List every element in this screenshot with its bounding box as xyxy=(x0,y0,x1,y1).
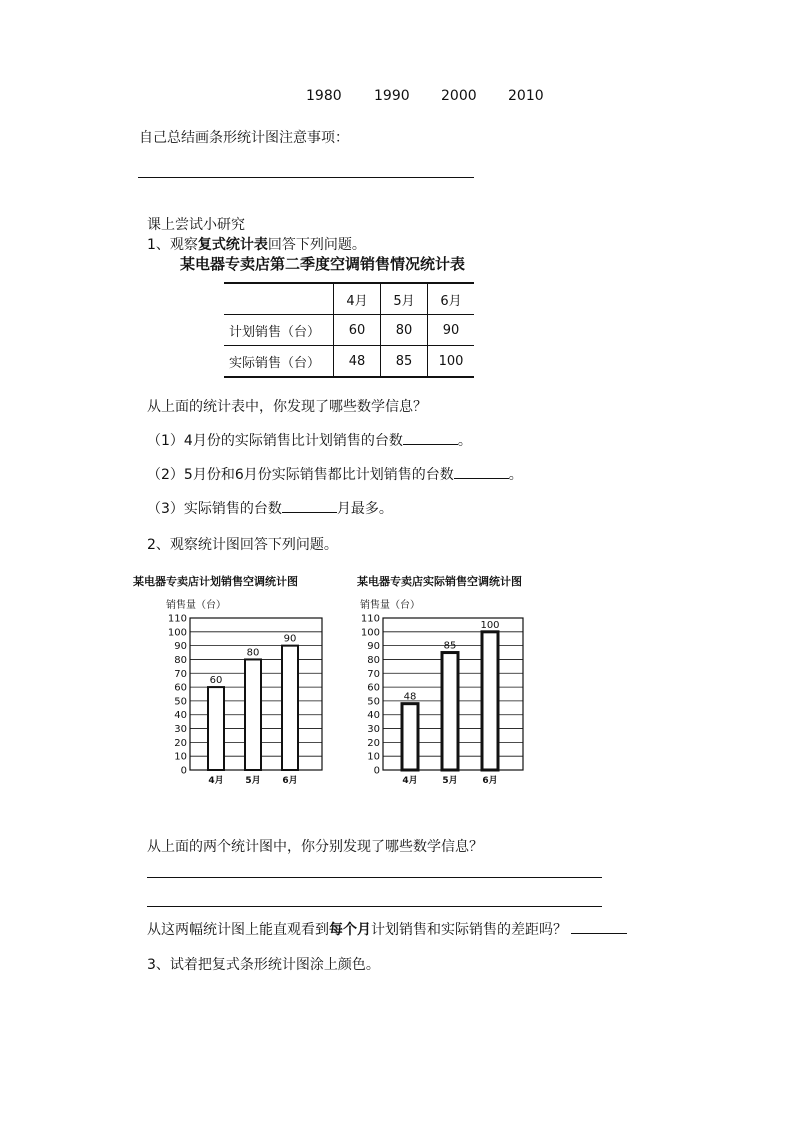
table-row xyxy=(224,315,474,346)
table-cell: 85 xyxy=(381,346,428,378)
y-tick-label: 30 xyxy=(174,724,187,736)
q1-sub-2 xyxy=(147,464,523,484)
x-tick-label: 4月 xyxy=(208,776,224,786)
q1-intro xyxy=(147,234,366,254)
y-tick-label: 100 xyxy=(167,627,187,639)
year-label: 2010 xyxy=(508,88,544,104)
diff-bold: 每个月 xyxy=(329,922,371,938)
bar xyxy=(208,687,224,770)
y-tick-label: 60 xyxy=(174,682,187,694)
data-label: 80 xyxy=(246,647,260,659)
table-cell: 80 xyxy=(381,315,428,346)
answer-line[interactable] xyxy=(147,877,602,878)
q2-question: 从上面的两个统计图中，你分别发现了哪些数学信息？ xyxy=(147,839,483,855)
sub-text: （2）5月份和6月份实际销售都比计划销售的台数 xyxy=(147,467,454,483)
table-header: 4月 xyxy=(334,283,381,315)
diff-text: 计划销售和实际销售的差距吗？ xyxy=(371,922,567,938)
answer-line[interactable] xyxy=(138,177,474,178)
data-label: 60 xyxy=(209,675,223,687)
sub-text: 。 xyxy=(457,433,472,449)
sub-text: 。 xyxy=(508,467,523,483)
q1-sub-1 xyxy=(147,430,472,450)
sales-table xyxy=(224,282,474,378)
y-tick-label: 20 xyxy=(174,737,187,749)
x-tick-label: 5月 xyxy=(245,776,261,786)
x-tick-label: 6月 xyxy=(482,776,498,786)
y-tick-label: 50 xyxy=(367,696,380,708)
bar xyxy=(245,659,261,770)
table-header: 6月 xyxy=(428,283,475,315)
data-label: 48 xyxy=(403,691,417,703)
summary-prompt: 自己总结画条形统计图注意事项： xyxy=(139,130,349,146)
row-label: 计划销售（台） xyxy=(224,315,334,346)
q2-intro: 2、观察统计图回答下列问题。 xyxy=(147,537,338,553)
q1-intro-prefix: 1、观察 xyxy=(147,237,198,253)
y-tick-label: 60 xyxy=(367,682,380,694)
blank-line[interactable] xyxy=(282,500,337,513)
y-tick-label: 20 xyxy=(367,737,380,749)
y-tick-label: 30 xyxy=(367,724,380,736)
y-tick-label: 70 xyxy=(367,668,380,680)
y-tick-label: 100 xyxy=(360,627,380,639)
x-tick-label: 5月 xyxy=(442,776,458,786)
bar xyxy=(442,653,458,770)
sub-text: （1）4月份的实际销售比计划销售的台数 xyxy=(147,433,403,449)
q3-text: 3、试着把复式条形统计图涂上颜色。 xyxy=(147,957,380,973)
y-tick-label: 40 xyxy=(367,710,380,722)
y-tick-label: 70 xyxy=(174,668,187,680)
year-label: 1980 xyxy=(306,88,342,104)
y-tick-label: 110 xyxy=(360,613,380,625)
chart-title: 某电器专卖店计划销售空调统计图 xyxy=(133,575,298,588)
q1-intro-suffix: 回答下列问题。 xyxy=(267,237,366,253)
years-row xyxy=(0,88,794,108)
y-tick-label: 0 xyxy=(373,765,380,777)
data-label: 85 xyxy=(443,640,457,652)
table-header-row xyxy=(224,283,474,315)
y-tick-label: 0 xyxy=(180,765,187,777)
data-label: 90 xyxy=(283,633,297,645)
bar xyxy=(282,646,298,770)
table-cell: 60 xyxy=(334,315,381,346)
table-cell: 90 xyxy=(428,315,475,346)
planned-sales-chart xyxy=(150,610,360,790)
table-title: 某电器专卖店第二季度空调销售情况统计表 xyxy=(180,255,466,273)
x-tick-label: 4月 xyxy=(402,776,418,786)
table-header: 5月 xyxy=(381,283,428,315)
y-tick-label: 10 xyxy=(174,751,187,763)
y-tick-label: 10 xyxy=(367,751,380,763)
section-title: 课上尝试小研究 xyxy=(147,217,245,233)
x-tick-label: 6月 xyxy=(282,776,298,786)
y-tick-label: 40 xyxy=(174,710,187,722)
q2-diff-question xyxy=(147,919,627,939)
blank-line[interactable] xyxy=(454,466,509,479)
y-tick-label: 110 xyxy=(167,613,187,625)
q1-sub-3 xyxy=(147,498,393,518)
sub-text: 月最多。 xyxy=(336,501,393,517)
y-tick-label: 80 xyxy=(174,654,187,666)
q1-question: 从上面的统计表中，你发现了哪些数学信息？ xyxy=(147,399,427,415)
bar xyxy=(402,704,418,770)
year-label: 2000 xyxy=(441,88,477,104)
actual-sales-chart xyxy=(340,610,550,790)
year-label: 1990 xyxy=(374,88,410,104)
y-tick-label: 80 xyxy=(367,654,380,666)
table-corner xyxy=(224,283,334,315)
chart-ylabel: 销售量（台） xyxy=(360,600,420,611)
diff-text: 从这两幅统计图上能直观看到 xyxy=(147,922,329,938)
chart-ylabel: 销售量（台） xyxy=(166,600,226,611)
y-tick-label: 90 xyxy=(174,641,187,653)
answer-line[interactable] xyxy=(147,906,602,907)
table-cell: 48 xyxy=(334,346,381,378)
bar xyxy=(482,632,498,770)
table-cell: 100 xyxy=(428,346,475,378)
y-tick-label: 50 xyxy=(174,696,187,708)
row-label: 实际销售（台） xyxy=(224,346,334,378)
table-row xyxy=(224,346,474,378)
y-tick-label: 90 xyxy=(367,641,380,653)
data-label: 100 xyxy=(480,619,500,631)
blank-line[interactable] xyxy=(403,432,458,445)
sub-text: （3）实际销售的台数 xyxy=(147,501,282,517)
blank-line[interactable] xyxy=(571,921,627,934)
q1-intro-bold: 复式统计表 xyxy=(197,237,268,253)
chart-title: 某电器专卖店实际销售空调统计图 xyxy=(357,575,522,588)
